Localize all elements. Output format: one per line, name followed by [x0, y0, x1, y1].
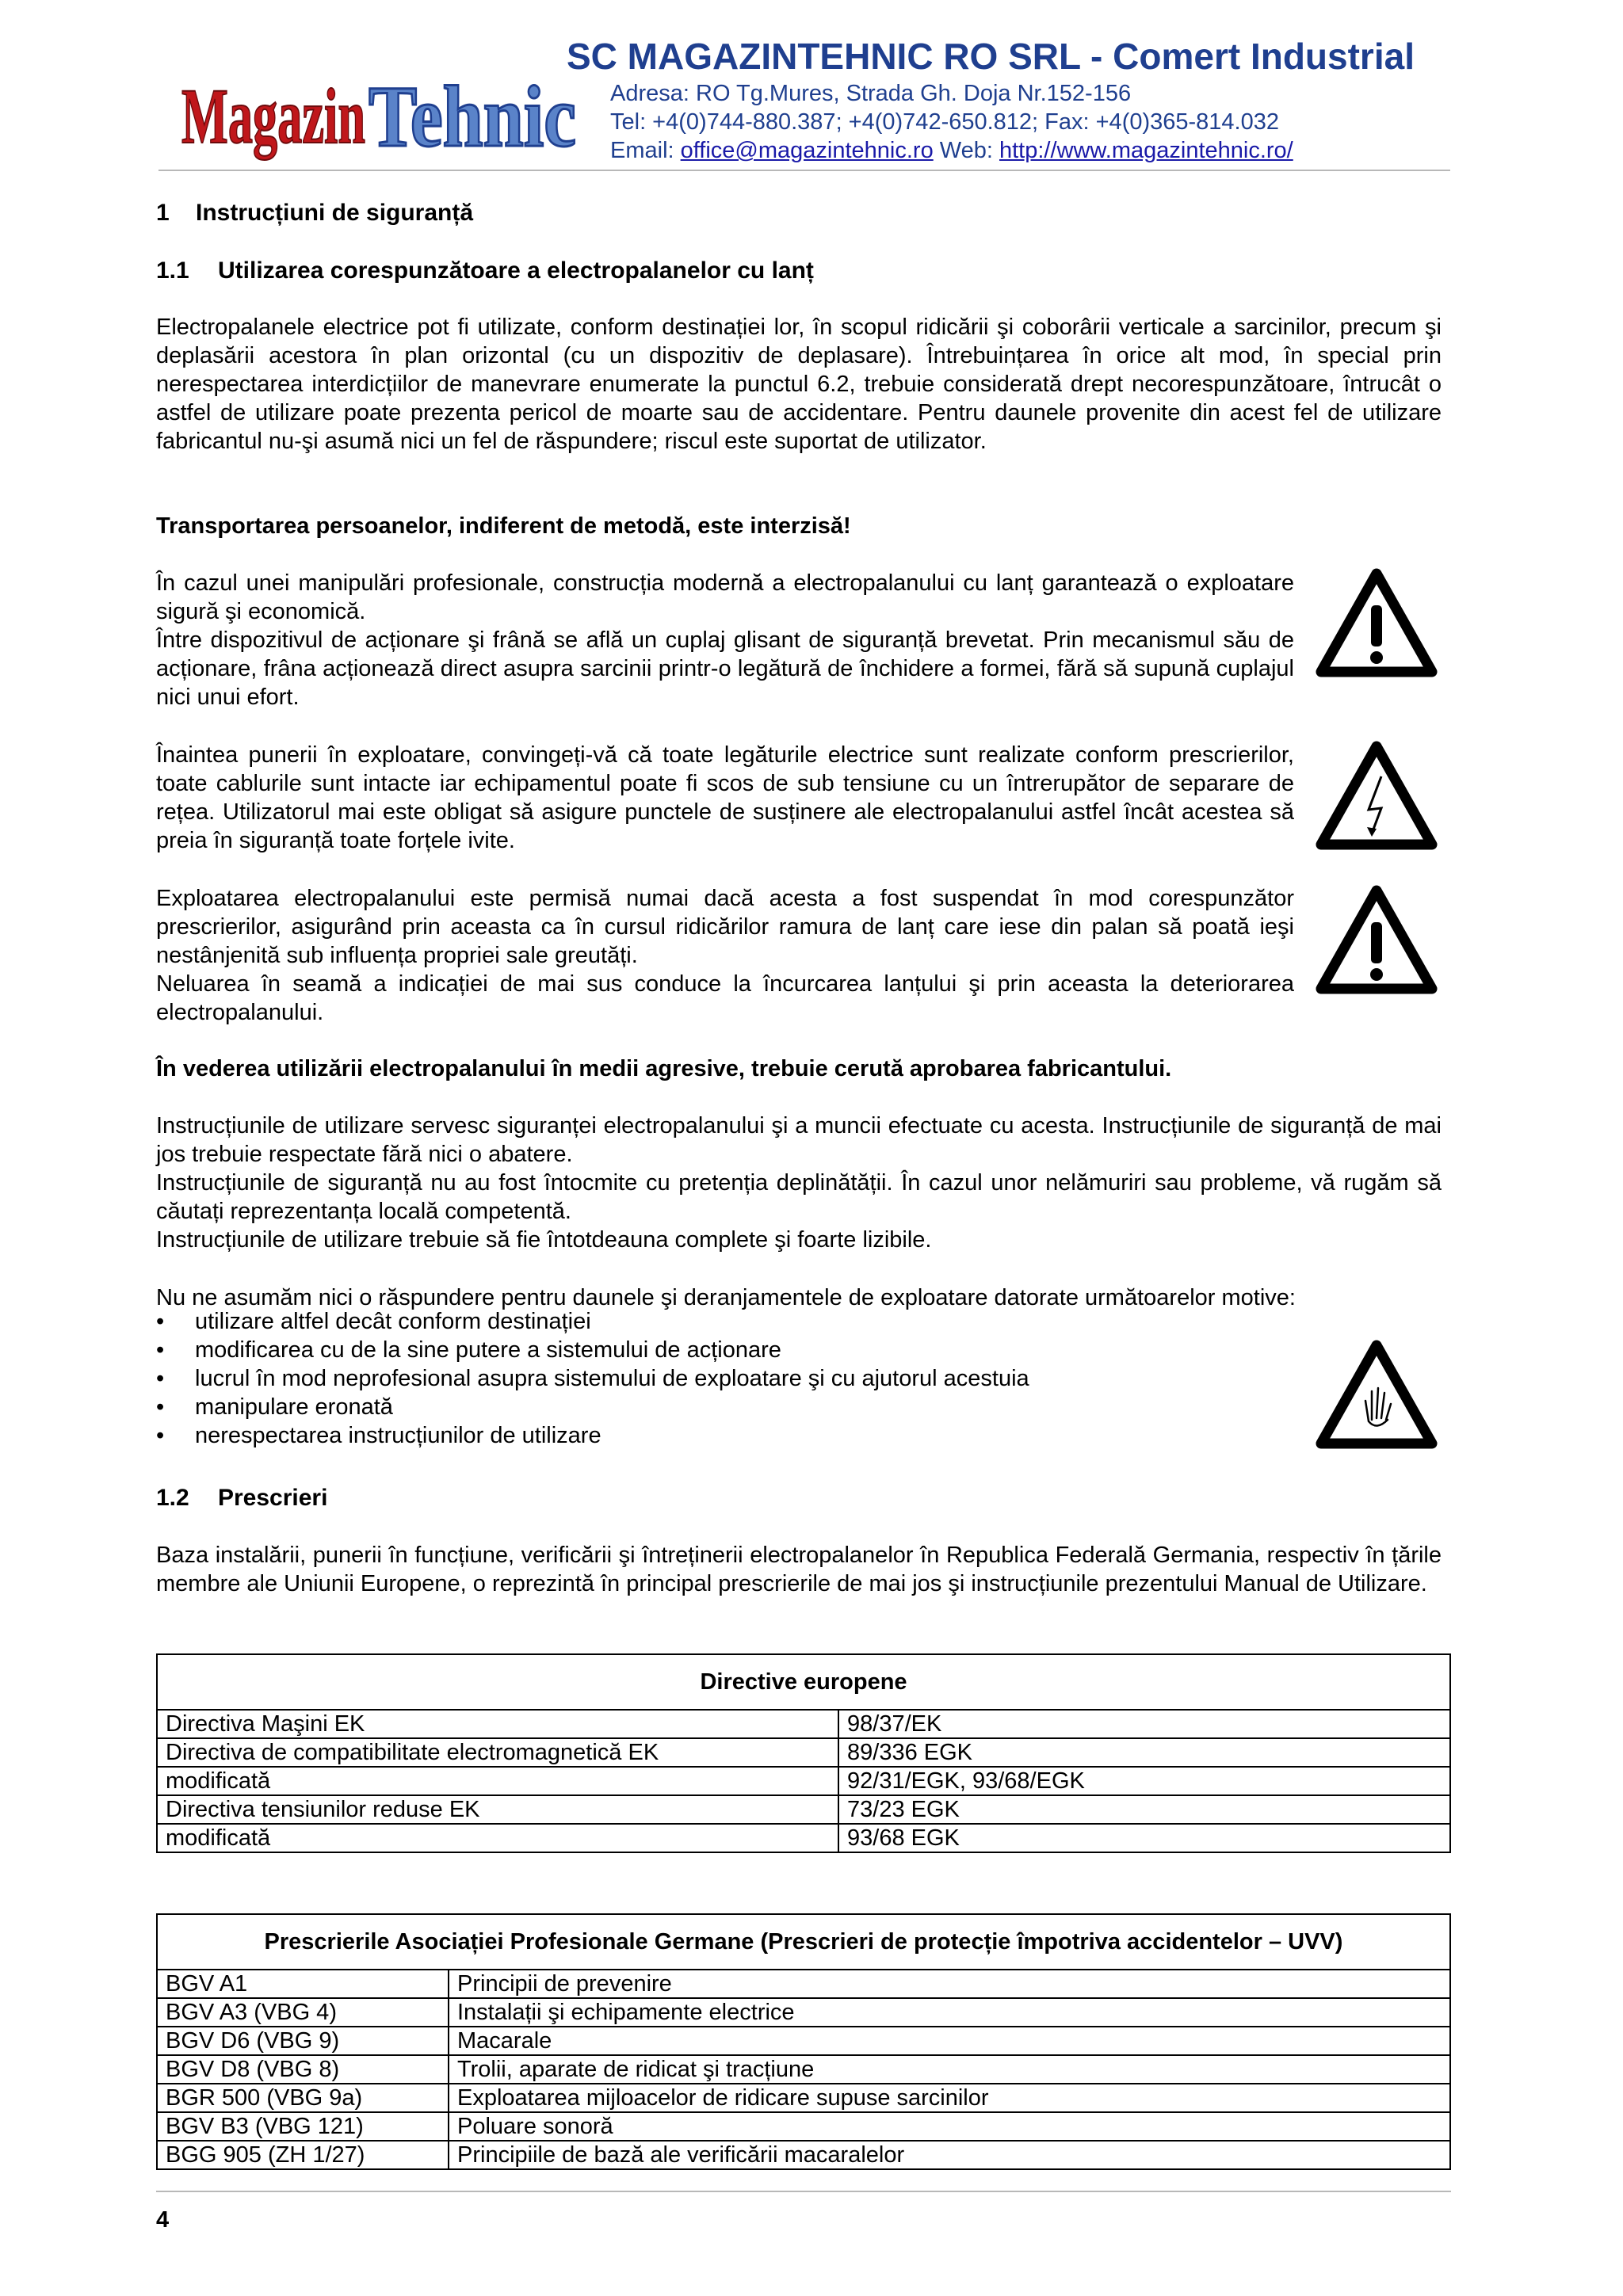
header-divider: [158, 170, 1450, 171]
table-cell: BGV A3 (VBG 4): [157, 1998, 449, 2027]
para-instructions-purpose: Instrucțiunile de utilizare servesc siguranței electropalanului şi a muncii efectuate cu acesta. Instrucțiunile de siguranță de mai jos trebuie respectate fără nici o abatere.: [156, 1113, 1442, 1167]
table-cell: modificată: [157, 1824, 838, 1852]
list-item: • lucrul în mod neprofesional asupra sistemului de exploatare şi cu ajutorul acestuia: [156, 1364, 1029, 1393]
table-cell: Exploatarea mijloacelor de ridicare supuse sarcinilor: [449, 2084, 1450, 2112]
table-cell: 92/31/EGK, 93/68/EGK: [838, 1767, 1450, 1795]
para-chain-tangle: Neluarea în seamă a indicației de mai sus conduce la încurcarea lanțului şi prin aceasta la deteriorarea electropalanului.: [156, 971, 1294, 1025]
section-1-heading: [156, 200, 473, 227]
logo-text-magazin: Magazin: [181, 72, 365, 160]
intended-use-paragraph: [156, 313, 1442, 456]
table-title: Directive europene: [157, 1654, 1450, 1710]
section-1-2-number: 1.2: [156, 1485, 189, 1511]
para-slip-clutch: Între dispozitivul de acționare şi frână se află un cuplaj glisant de siguranță brevetat. Prin mecanismul său de acționare, frâna acționează direct asupra sarcinii printr-o legătură de închidere a formei, fără să supună cuplajul nici unui efort.: [156, 627, 1294, 710]
warning-exclamation-icon: [1313, 564, 1440, 681]
company-contact: [610, 139, 1293, 162]
hand-hazard-icon: [1313, 1336, 1440, 1453]
footer-divider: [156, 2191, 1451, 2192]
company-phone: Tel: +4(0)744-880.387; +4(0)742-650.812; Fax: +4(0)365-814.032: [610, 109, 1280, 135]
table-cell: 89/336 EGK: [838, 1738, 1450, 1767]
section-1-1-heading: [156, 257, 814, 284]
table-cell: BGV A1: [157, 1970, 449, 1998]
table-cell: Instalații şi echipamente electrice: [449, 1998, 1450, 2027]
table-cell: BGG 905 (ZH 1/27): [157, 2141, 449, 2169]
table-row: [157, 2141, 1450, 2169]
list-item: • manipulare eronată: [156, 1393, 1029, 1421]
person-transport-warning: Transportarea persoanelor, indiferent de metodă, este interzisă!: [156, 513, 851, 539]
table-cell: Principiile de bază ale verificării macaralelor: [449, 2141, 1450, 2169]
page-number: 4: [156, 2207, 170, 2233]
table-row: [157, 1795, 1450, 1824]
para-instructions-completeness: Instrucțiunile de siguranță nu au fost întocmite cu pretenția deplinătății. În cazul unor nelămuriri sau probleme, vă rugăm să căutați reprezentanța locală competentă.: [156, 1170, 1442, 1224]
section-1-title: Instrucțiuni de siguranță: [196, 200, 474, 226]
table-cell: BGR 500 (VBG 9a): [157, 2084, 449, 2112]
table-row: [157, 2112, 1450, 2141]
table-row: [157, 1998, 1450, 2027]
table-row: [157, 2027, 1450, 2055]
para-liability: Nu ne asumăm nici o răspundere pentru daunele şi deranjamentele de exploatare datorate următoarelor motive:: [156, 1285, 1296, 1310]
regulations-paragraph: [156, 1541, 1442, 1598]
section-1-number: 1: [156, 200, 170, 226]
table-cell: BGV B3 (VBG 121): [157, 2112, 449, 2141]
para-electrical: Înaintea punerii în exploatare, convingeți-vă că toate legăturile electrice sunt realizate conform prescrierilor, toate cablurile sunt intacte iar echipamentul poate fi scos de sub tensiune cu un întrerupător de separare de rețea. Utilizatorul mai este obligat să asigure punctele de susținere ale electropalanului astfel încât acestea să preia în siguranță toate forțele ivite.: [156, 742, 1294, 853]
table-cell: 93/68 EGK: [838, 1824, 1450, 1852]
table-row: [157, 1824, 1450, 1852]
table-cell: Poluare sonoră: [449, 2112, 1450, 2141]
table-row: [157, 1767, 1450, 1795]
table-row: [157, 2055, 1450, 2084]
table-cell: BGV D8 (VBG 8): [157, 2055, 449, 2084]
para-regulations: Baza instalării, punerii în funcțiune, verificării şi întreținerii electropalanelor în Republica Federală Germania, respectiv în țările membre ale Uniunii Europene, o reprezintă în principal prescrierile de mai jos şi instrucțiunile prezentului Manual de Utilizare.: [156, 1543, 1442, 1596]
table-cell: Directiva de compatibilitate electromagnetică EK: [157, 1738, 838, 1767]
table-cell: Macarale: [449, 2027, 1450, 2055]
list-item: • nerespectarea instrucțiunilor de utilizare: [156, 1421, 1029, 1450]
liability-reasons-list: [156, 1307, 1029, 1450]
table-cell: Directiva Maşini EK: [157, 1710, 838, 1738]
company-name: SC MAGAZINTEHNIC RO SRL - Comert Industrial: [567, 36, 1415, 77]
table-cell: BGV D6 (VBG 9): [157, 2027, 449, 2055]
company-address: Adresa: RO Tg.Mures, Strada Gh. Doja Nr.152-156: [610, 81, 1132, 106]
warning-exclamation-icon: [1313, 881, 1440, 998]
para-instructions-legibility: Instrucțiunile de utilizare trebuie să fie întotdeauna complete şi foarte lizibile.: [156, 1227, 932, 1253]
para-suspension: Exploatarea electropalanului este permisă numai dacă acesta a fost suspendat în mod corespunzător prescrierilor, asigurând prin aceasta ca în cursul ridicărilor ramura de lanț care iese din palan să poată ieşi nestânjenită sub influența propriei sale greutăți.: [156, 886, 1294, 968]
table-cell: 98/37/EK: [838, 1710, 1450, 1738]
logo-text-tehnic: Tehnic: [369, 68, 576, 165]
electric-hazard-icon: [1313, 737, 1440, 854]
aggressive-environment-warning: În vederea utilizării electropalanului în medii agresive, trebuie cerută aprobarea fabricantului.: [156, 1056, 1172, 1081]
section-1-2-title: Prescrieri: [218, 1485, 328, 1511]
table-cell: modificată: [157, 1767, 838, 1795]
web-label: Web:: [933, 138, 999, 163]
magazintehnic-logo: [178, 63, 582, 165]
section-1-1-title: Utilizarea corespunzătoare a electropalanelor cu lanț: [218, 257, 814, 284]
table-cell: 73/23 EGK: [838, 1795, 1450, 1824]
table-row: [157, 1970, 1450, 1998]
email-label: Email:: [610, 138, 681, 163]
german-regulations-table: [156, 1913, 1451, 2170]
para-safe-operation: În cazul unei manipulări profesionale, construcția modernă a electropalanului cu lanț garantează o exploatare sigură şi economică.: [156, 570, 1294, 624]
table-cell: Directiva tensiunilor reduse EK: [157, 1795, 838, 1824]
table-cell: Trolii, aparate de ridicat şi tracțiune: [449, 2055, 1450, 2084]
web-link[interactable]: http://www.magazintehnic.ro/: [999, 138, 1293, 163]
electrical-paragraph: [156, 741, 1294, 855]
instructions-paragraph: [156, 1112, 1442, 1254]
list-item: • utilizare altfel decât conform destinației: [156, 1307, 1029, 1336]
safe-operation-paragraph: [156, 569, 1294, 711]
european-directives-table: [156, 1653, 1451, 1853]
table-row: [157, 2084, 1450, 2112]
table-row: [157, 1738, 1450, 1767]
section-1-1-number: 1.1: [156, 257, 189, 284]
email-link[interactable]: office@magazintehnic.ro: [680, 138, 934, 163]
table-cell: Principii de prevenire: [449, 1970, 1450, 1998]
table-title: Prescrierile Asociației Profesionale Germane (Prescrieri de protecție împotriva accidentelor – UVV): [157, 1914, 1450, 1970]
para-intended-use: Electropalanele electrice pot fi utilizate, conform destinației lor, în scopul ridicării şi coborârii verticale a sarcinilor, precum şi deplasării acestora în plan orizontal (cu un dispozitiv de deplasare). Întrebuințarea în orice alt mod, în special prin nerespectarea interdicțiilor de manevrare enumerate la punctul 6.2, trebuie considerată drept necorespunzătoare, întrucât o astfel de utilizare poate prezenta pericol de moarte sau de accidentare. Pentru daunele provenite din acest fel de utilizare fabricantul nu-şi asumă nici un fel de răspundere; riscul este suportat de utilizator.: [156, 315, 1442, 454]
table-row: [157, 1710, 1450, 1738]
suspension-paragraph: [156, 884, 1294, 1027]
section-1-2-heading: [156, 1485, 327, 1512]
list-item: • modificarea cu de la sine putere a sistemului de acționare: [156, 1336, 1029, 1364]
